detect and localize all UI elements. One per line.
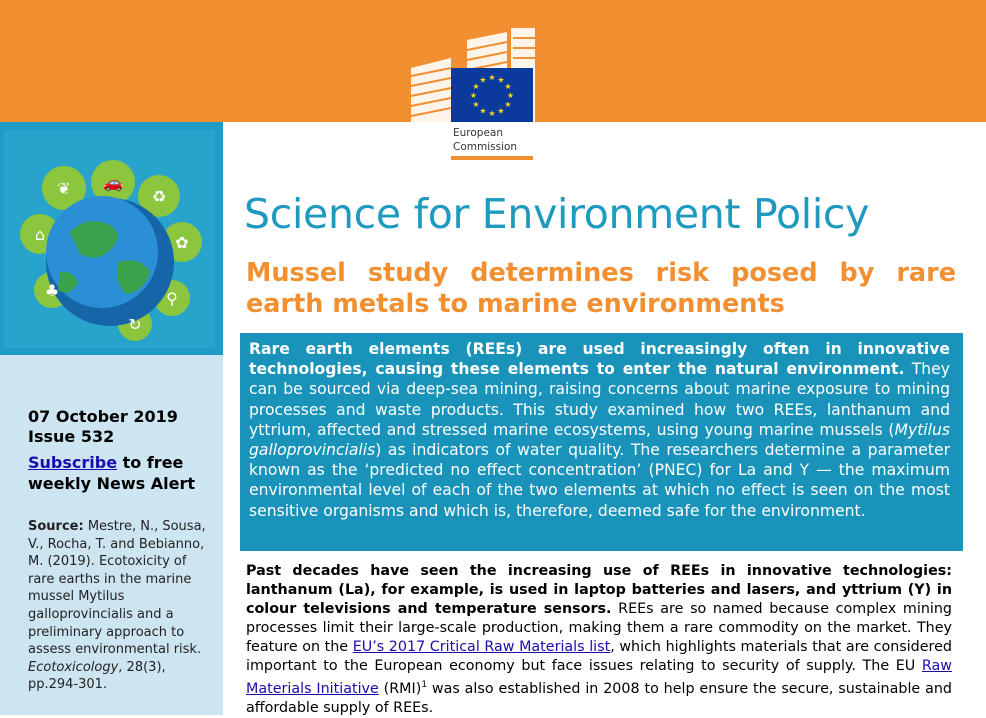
svg-text:★: ★ [488,73,496,82]
brand-underline [451,156,533,160]
globe-illustration [0,122,223,355]
subscribe-text: to free weekly News Alert [28,453,195,493]
svg-text:★: ★ [497,75,505,85]
svg-text:✿: ✿ [175,233,189,252]
body-part-3: (RMI) [378,680,422,697]
svg-text:⚲: ⚲ [166,289,178,308]
body-part-2: , which highlights materials that are considered important to the European economy but face issues relating to security of supply. The EU [246,639,952,674]
body-part-1: REEs are so named because complex mining processes limit their large-scale production, making them a rare commodity on the market. They feature on the [246,601,952,655]
summary-species: Mytilus galloprovincialis [249,420,950,460]
issue-date: 07 October 2019 [28,407,178,426]
body-part-4: was also established in 2008 to help ensure the secure, sustainable and affordable supply of REEs. [246,680,952,716]
svg-text:★: ★ [472,82,480,91]
source-details: , 28(3), pp.294-301. [28,659,166,693]
source-label: Source: [28,519,84,534]
source-journal: Ecotoxicology [28,659,119,675]
svg-text:❦: ❦ [57,179,71,198]
body-lead: Past decades have seen the increasing use of REEs in innovative technologies: lanthanum (La), for example, is used in laptop batteries and lasers, and yttrium (Y) in colour televisions and temperature sensors. [246,563,952,617]
svg-text:★: ★ [479,106,487,116]
summary-part-1: They can be sourced via deep-sea mining, raising concerns about marine exposure to mining processes and waste products. This study examined how two REEs, lanthanum and yttrium, affected and stressed marine ecosystems, using young marine mussels ( [249,360,950,439]
summary-box [240,333,963,551]
footnote-marker: 1 [421,680,428,690]
summary-lead: Rare earth elements (REEs) are used increasingly often in innovative technologies, causing these elements to enter the natural environment. [249,340,950,379]
article-headline: Mussel study determines risk posed by rare earth metals to marine environments [246,258,956,319]
summary-part-2: ) as indicators of water quality. The researchers determine a parameter known as the ‘predicted no effect concentration’ (PNEC) for La and Y — the maximum environmental level of each of the two elements at which no effect is seen on the most sensitive organisms and which is, therefore, deemed safe for the environment. [249,441,950,520]
raw-materials-initiative-link[interactable]: Raw Materials Initiative [246,658,952,697]
svg-text:♻: ♻ [151,187,167,206]
svg-text:★: ★ [472,100,480,109]
svg-text:★: ★ [504,100,512,109]
issue-info [28,407,178,447]
article-body [246,562,952,718]
svg-text:♣: ♣ [44,281,60,300]
svg-text:★: ★ [506,91,515,100]
critical-raw-materials-link[interactable]: EU’s 2017 Critical Raw Materials list [352,639,611,655]
source-authors: Mestre, N., Sousa, V., Rocha, T. and Bebianno, M. (2019). Ecotoxicity of rare earths in the marine mussel Mytilus galloprovincialis and a preliminary approach to assess environmental risk. [28,519,206,658]
svg-text:⌂: ⌂ [34,225,46,244]
source-citation [28,518,216,694]
svg-text:★: ★ [488,109,496,118]
commission-wordmark [453,126,517,154]
site-title: Science for Environment Policy [244,190,870,238]
svg-text:★: ★ [497,106,505,116]
brand-line-2: Commission [453,141,518,153]
svg-text:★: ★ [479,75,487,85]
subscribe-block [28,452,213,494]
svg-text:🚗: 🚗 [103,173,123,192]
summary-text [249,339,950,521]
subscribe-link[interactable]: Subscribe [28,453,118,472]
brand-line-1: European [453,127,504,139]
eu-flag-icon [451,68,533,122]
svg-text:↻: ↻ [128,315,142,334]
svg-text:★: ★ [504,82,512,91]
issue-number: Issue 532 [28,427,115,446]
svg-text:★: ★ [469,91,478,100]
